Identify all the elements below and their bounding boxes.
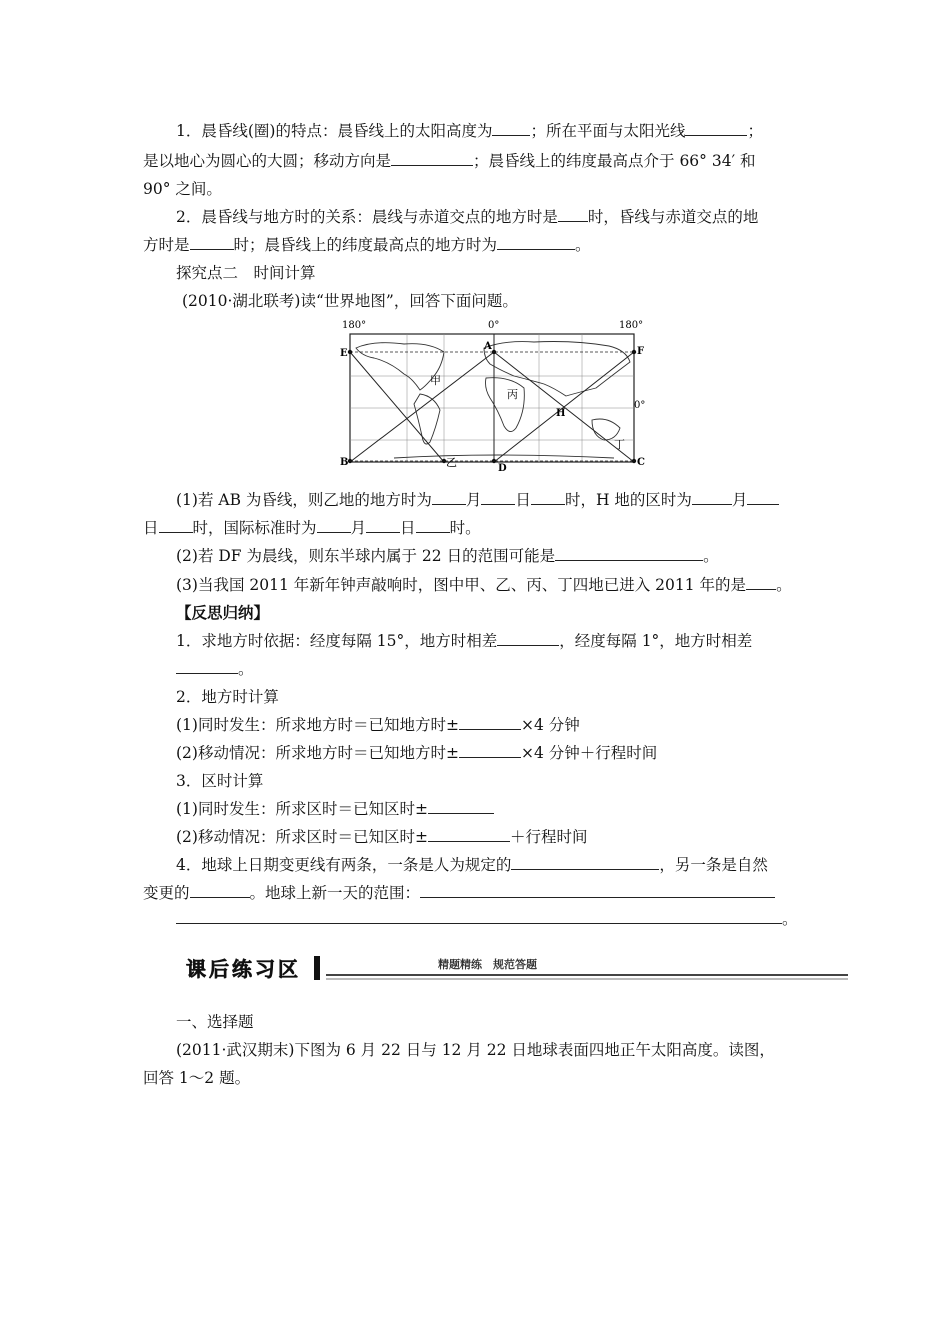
question-2: (2)若 DF 为晨线，则东半球内属于 22 日的范围可能是 。 bbox=[176, 547, 719, 565]
terminator-lines bbox=[350, 334, 634, 462]
question-intro: (2010·湖北联考)读“世界地图”，回答下面问题。 bbox=[182, 292, 518, 310]
label-0: 0° bbox=[488, 320, 500, 331]
point-f: F bbox=[637, 346, 645, 357]
banner-subtitle: 精题精练 规范答题 bbox=[438, 958, 537, 971]
place-ding: 丁 bbox=[614, 438, 625, 451]
question-1-line1: (1)若 AB 为昏线，则乙地的地方时为 月 日 时，H 地的区时为 月 bbox=[176, 490, 779, 510]
blank bbox=[511, 855, 659, 870]
q1-line3: 90° 之间。 bbox=[143, 180, 222, 198]
blank bbox=[391, 151, 473, 166]
blank bbox=[492, 121, 530, 136]
blank bbox=[176, 909, 782, 924]
point-d: D bbox=[498, 463, 507, 474]
blank bbox=[459, 715, 521, 730]
exercise-line2: 回答 1～2 题。 bbox=[143, 1069, 251, 1087]
equator-label: 0° bbox=[634, 400, 646, 411]
blank bbox=[459, 743, 521, 758]
blank bbox=[558, 207, 588, 222]
point-a: A bbox=[484, 341, 492, 352]
exercise-section: 一、选择题 bbox=[176, 1013, 254, 1031]
reflect-1-line1: 1．求地方时依据：经度每隔 15°，地方时相差 ，经度每隔 1°，地方时相差 bbox=[176, 632, 753, 650]
reflect-2-a: (1)同时发生：所求地方时＝已知地方时± ×4 分钟 bbox=[176, 716, 580, 734]
banner-bar bbox=[314, 956, 320, 980]
continents bbox=[356, 342, 630, 459]
q2-line1: 2．晨昏线与地方时的关系：晨线与赤道交点的地方时是 时，昏线与赤道交点的地 bbox=[176, 208, 759, 226]
blank bbox=[428, 827, 510, 842]
section-banner bbox=[176, 950, 848, 984]
reflect-4-line1: 4．地球上日期变更线有两条，一条是人为规定的 ，另一条是自然 bbox=[176, 856, 768, 874]
label-180-left: 180° bbox=[342, 320, 367, 331]
q1-line1: 1．晨昏线(圈)的特点：晨昏线上的太阳高度为 ；所在平面与太阳光线 ； bbox=[176, 122, 763, 140]
question-1-line2: 日 时，国际标准时为 月 日 时。 bbox=[143, 519, 481, 537]
blank bbox=[747, 490, 779, 505]
blank bbox=[555, 546, 703, 561]
reflect-2-title: 2．地方时计算 bbox=[176, 688, 279, 706]
label-180-right: 180° bbox=[619, 320, 644, 331]
q2-line2: 方时是 时；晨昏线上的纬度最高点的地方时为 。 bbox=[143, 236, 591, 254]
reflect-heading: 【反思归纳】 bbox=[176, 603, 270, 622]
place-bing: 丙 bbox=[507, 388, 518, 401]
blank bbox=[190, 235, 234, 250]
point-e: E bbox=[340, 348, 348, 359]
banner-title: 课后练习区 bbox=[186, 957, 301, 981]
reflect-4-line3: 。 bbox=[176, 909, 798, 929]
blank bbox=[692, 490, 732, 505]
dashed-latitudes bbox=[350, 352, 634, 461]
question-3: (3)当我国 2011 年新年钟声敲响时，图中甲、乙、丙、丁四地已进入 2011 年的是 。 bbox=[176, 576, 792, 594]
section-title: 探究点二 时间计算 bbox=[176, 264, 316, 282]
reflect-4-line2: 变更的 。地球上新一天的范围： bbox=[143, 883, 775, 903]
blank bbox=[190, 883, 250, 898]
blank bbox=[176, 659, 238, 674]
place-jia: 甲 bbox=[430, 374, 441, 387]
world-map bbox=[334, 318, 654, 476]
place-yi: 乙 bbox=[446, 456, 457, 469]
blank bbox=[497, 235, 575, 250]
blank bbox=[685, 121, 747, 136]
blank bbox=[531, 490, 565, 505]
exercise-line1: (2011·武汉期末)下图为 6 月 22 日与 12 月 22 日地球表面四地正午太阳高度。读图， bbox=[176, 1041, 775, 1059]
reflect-2-b: (2)移动情况：所求地方时＝已知地方时± ×4 分钟＋行程时间 bbox=[176, 744, 658, 762]
blank bbox=[317, 518, 351, 533]
blank bbox=[416, 518, 450, 533]
reflect-1-line2: 。 bbox=[176, 659, 254, 679]
reflect-3-b: (2)移动情况：所求区时＝已知区时± ＋行程时间 bbox=[176, 828, 588, 846]
point-b: B bbox=[340, 457, 349, 468]
blank bbox=[746, 575, 776, 590]
blank bbox=[428, 799, 494, 814]
blank bbox=[366, 518, 400, 533]
blank bbox=[159, 518, 193, 533]
blank bbox=[497, 631, 559, 646]
blank bbox=[420, 883, 775, 898]
blank bbox=[481, 490, 515, 505]
q1-line2: 是以地心为圆心的大圆；移动方向是 ；晨昏线上的纬度最高点介于 66° 34′ 和 bbox=[143, 152, 756, 170]
blank bbox=[432, 490, 466, 505]
reflect-3-title: 3．区时计算 bbox=[176, 772, 264, 790]
reflect-3-a: (1)同时发生：所求区时＝已知区时± bbox=[176, 799, 494, 819]
point-h: H bbox=[556, 408, 566, 419]
map-points bbox=[348, 350, 636, 463]
point-c: C bbox=[637, 457, 645, 468]
